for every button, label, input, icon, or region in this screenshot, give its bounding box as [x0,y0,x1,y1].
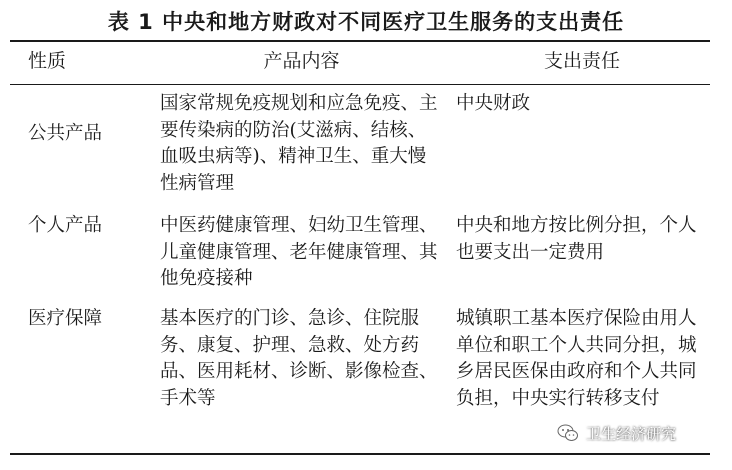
header-content: 产品内容 [263,50,340,72]
row-1-nature: 公共产品 [28,123,103,144]
header-rule [10,84,710,85]
row-3-content: 基本医疗的门诊、急诊、住院服务、康复、护理、急救、处方药品、医用耗材、诊断、影像检查、手术等 [160,308,438,409]
table-top-rule [10,40,710,42]
row-3-responsibility: 城镇职工基本医疗保险由用人单位和职工个人共同分担，城乡居民医保由政府和个人共同负担，中央实行转移支付 [456,308,697,409]
row-2-nature: 个人产品 [28,215,103,236]
header-responsibility: 支出责任 [543,50,620,72]
wechat-icon [556,421,580,445]
table-bottom-rule [10,453,710,455]
watermark-text: 卫生经济研究 [586,424,677,443]
row-1-responsibility: 中央财政 [456,93,531,114]
header-nature: 性质 [28,50,67,72]
watermark [556,421,676,445]
row-1-content: 国家常规免疫规划和应急免疫、主要传染病的防治(艾滋病、结核、血吸虫病等)、精神卫生、重大慢性病管理 [160,93,438,194]
row-3-nature: 医疗保障 [28,308,103,329]
row-2-content: 中医药健康管理、妇幼卫生管理、儿童健康管理、老年健康管理、其他免疫接种 [160,215,438,289]
row-2-responsibility: 中央和地方按比例分担，个人也要支出一定费用 [456,215,697,263]
table-title: 表 1 中央和地方财政对不同医疗卫生服务的支出责任 [107,10,625,34]
